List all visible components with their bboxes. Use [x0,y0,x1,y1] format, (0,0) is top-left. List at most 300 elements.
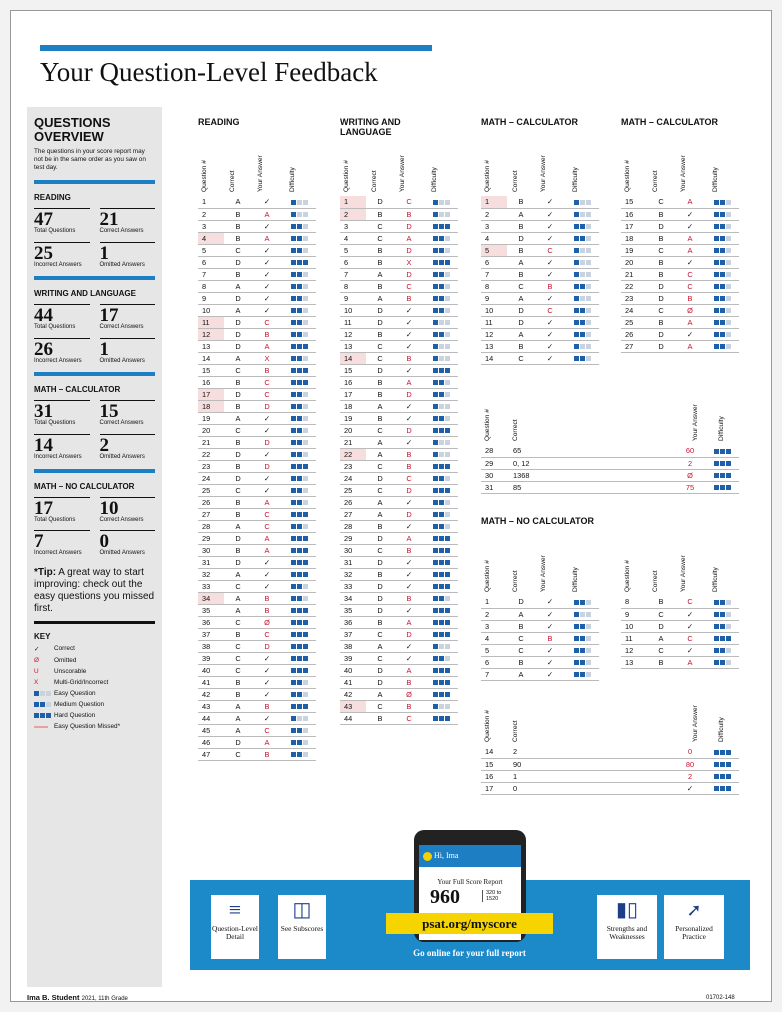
table-row [621,220,739,232]
column-headers [340,132,458,194]
stat-label: Correct Answers [99,324,144,331]
question-number: 4 [481,232,507,244]
overview-sections [34,180,155,557]
overview-section-title: MATH – CALCULATOR [34,372,155,394]
key-row [34,668,155,675]
difficulty [705,220,739,232]
your-answer: ✓ [535,220,565,232]
question-number: 22 [340,448,366,460]
question-number: 42 [340,688,366,700]
difficulty-bars [291,704,308,709]
correct-answer: A [224,352,252,364]
question-number: 31 [340,556,366,568]
difficulty [705,232,739,244]
your-answer: A [252,496,282,508]
overview-stats [34,400,155,460]
difficulty [565,232,599,244]
your-answer: ✓ [675,620,705,632]
correct-answer: A [224,412,252,424]
col-header: Question # [343,160,350,192]
your-answer: ✓ [394,568,424,580]
stat-label: Total Questions [34,420,76,427]
your-answer: ✓ [675,782,705,794]
table-row [198,544,316,556]
answer-table [340,196,458,725]
table-row [621,328,739,340]
difficulty [424,208,458,220]
table-row [481,220,599,232]
stat-omitted [100,338,156,365]
difficulty-bars [714,272,731,277]
your-answer: A [675,316,705,328]
correct-answer: D [647,220,675,232]
your-answer: C [675,596,705,608]
your-answer: ✓ [535,256,565,268]
correct-answer: A [507,256,535,268]
your-answer: B [394,292,424,304]
column-headers [198,132,316,194]
your-answer: ✓ [394,640,424,652]
question-number: 1 [340,196,366,208]
difficulty-bars [574,212,591,217]
difficulty-bars [291,332,308,337]
correct-answer: 0 [509,782,675,794]
correct-answer: D [507,232,535,244]
question-number: 21 [198,436,224,448]
question-number: 23 [621,292,647,304]
stat-value: 14 [34,434,53,456]
difficulty [282,400,316,412]
your-answer: A [394,664,424,676]
table-row [198,208,316,220]
correct-answer: 90 [509,758,675,770]
your-answer: ✓ [675,208,705,220]
question-number: 6 [481,656,507,668]
your-answer: Ø [394,688,424,700]
question-number: 24 [340,472,366,484]
difficulty [424,220,458,232]
question-number: 38 [340,640,366,652]
correct-answer: B [507,656,535,668]
difficulty-bars [291,680,308,685]
table-row [340,532,458,544]
table-row [198,292,316,304]
your-answer: ✓ [535,316,565,328]
difficulty [705,208,739,220]
difficulty-bars [291,644,308,649]
tile-question-detail[interactable] [211,895,259,959]
difficulty-bars [291,212,308,217]
correct-answer: B [366,568,394,580]
table-row [198,304,316,316]
key-label: Easy Question Missed* [54,722,121,730]
tile-subscores[interactable] [278,895,326,959]
difficulty-bars [433,560,450,565]
key-marker [34,645,50,653]
table-row [621,316,739,328]
your-answer: C [675,632,705,644]
table-row [481,758,739,770]
difficulty [565,268,599,280]
table-row [340,316,458,328]
difficulty [282,472,316,484]
correct-answer: C [366,652,394,664]
table-row [340,484,458,496]
stat-correct [100,304,156,331]
table-row [481,328,599,340]
key-row [34,679,155,686]
question-number: 20 [340,424,366,436]
difficulty-bars [433,296,450,301]
correct-answer: B [224,460,252,472]
difficulty [282,568,316,580]
your-answer: ✓ [252,580,282,592]
difficulty-bars [291,716,308,721]
correct-answer: D [507,304,535,316]
question-number: 22 [198,448,224,460]
your-answer: ✓ [535,328,565,340]
question-number: 15 [198,364,224,376]
table-row [340,196,458,208]
correct-answer: D [366,364,394,376]
difficulty-bars [574,248,591,253]
column-headers [481,682,739,744]
difficulty [424,628,458,640]
correct-answer: C [224,616,252,628]
correct-answer: B [224,496,252,508]
your-answer: ✓ [252,568,282,580]
correct-answer: A [224,724,252,736]
difficulty [424,328,458,340]
difficulty [424,376,458,388]
difficulty [282,304,316,316]
difficulty-bars [291,260,308,265]
correct-answer: A [224,520,252,532]
difficulty-bars [574,200,591,205]
difficulty [424,664,458,676]
difficulty-bars [714,786,731,791]
your-answer: ✓ [535,608,565,620]
stat-label: Total Questions [34,516,76,523]
your-answer: C [394,712,424,724]
stat-label: Total Questions [34,228,76,234]
correct-answer: A [507,292,535,304]
question-number: 18 [198,400,224,412]
your-answer: ✓ [394,328,424,340]
tile-label: See Subscores [280,924,324,933]
question-number: 2 [198,208,224,220]
table-row [481,352,599,364]
correct-answer: D [366,556,394,568]
table-row [198,220,316,232]
difficulty-bars [291,524,308,529]
table-row [621,656,739,668]
difficulty [282,376,316,388]
difficulty-bars [433,500,450,505]
correct-answer: D [224,736,252,748]
correct-answer: B [366,520,394,532]
your-answer: ✓ [394,316,424,328]
your-answer: Ø [675,304,705,316]
correct-answer: B [224,400,252,412]
difficulty-bars [291,344,308,349]
stat-label: Correct Answers [99,516,144,523]
your-answer: B [394,352,424,364]
col-header: Your Answer [540,155,547,192]
table-row [481,457,739,469]
difficulty [424,340,458,352]
difficulty-bars [714,248,731,253]
your-answer: B [394,592,424,604]
difficulty [424,652,458,664]
your-answer: C [252,724,282,736]
question-number: 33 [198,580,224,592]
difficulty-bars [574,272,591,277]
difficulty [705,770,739,782]
difficulty-bars [714,260,731,265]
your-answer: ✓ [535,340,565,352]
difficulty [424,424,458,436]
difficulty [424,496,458,508]
table-row [481,280,599,292]
tile-practice[interactable] [664,895,724,959]
table-row [481,268,599,280]
correct-answer: C [366,544,394,556]
table-row [198,460,316,472]
correct-answer: 2 [509,746,675,758]
difficulty-bars [433,572,450,577]
difficulty-bars [714,762,731,767]
difficulty [705,644,739,656]
question-number: 8 [340,280,366,292]
difficulty [565,196,599,208]
difficulty-bars [574,332,591,337]
correct-answer: B [224,208,252,220]
question-number: 10 [198,304,224,316]
difficulty [282,652,316,664]
table-row [198,244,316,256]
table-row [340,352,458,364]
difficulty [424,364,458,376]
correct-answer: A [224,604,252,616]
table-row [621,632,739,644]
difficulty-bars [291,488,308,493]
correct-answer: A [224,568,252,580]
question-number: 25 [198,484,224,496]
difficulty-bars [291,512,308,517]
key-row [34,712,155,719]
difficulty [282,616,316,628]
difficulty [282,508,316,520]
your-answer: ✓ [394,652,424,664]
question-number: 17 [198,388,224,400]
correct-answer: D [224,556,252,568]
table-row [198,736,316,748]
table-row [621,644,739,656]
difficulty [705,340,739,352]
difficulty [424,592,458,604]
key-symbol: Ø [34,656,39,664]
question-number: 10 [621,620,647,632]
correct-answer: B [366,328,394,340]
your-answer: D [252,640,282,652]
correct-answer: D [366,304,394,316]
difficulty-bars [291,272,308,277]
your-answer: ✓ [252,280,282,292]
table-row [481,292,599,304]
difficulty [705,316,739,328]
overview-section [34,180,155,268]
table-row [621,620,739,632]
difficulty-bars [433,464,450,469]
stat-value: 0 [99,531,109,553]
table-row [340,244,458,256]
difficulty [705,268,739,280]
question-number: 5 [481,644,507,656]
question-number: 29 [481,457,509,469]
question-number: 2 [340,208,366,220]
difficulty-bars [291,308,308,313]
your-answer: A [252,340,282,352]
gridin-table [481,746,739,795]
difficulty [282,484,316,496]
difficulty [282,244,316,256]
difficulty-bars [714,224,731,229]
correct-answer: B [647,208,675,220]
table-row [481,644,599,656]
your-answer: 0 [675,746,705,758]
question-number: 19 [198,412,224,424]
difficulty [565,244,599,256]
correct-answer: B [507,620,535,632]
correct-answer: D [647,328,675,340]
question-number: 18 [621,232,647,244]
difficulty [705,481,739,493]
difficulty [282,496,316,508]
table-row [340,340,458,352]
question-number: 11 [340,316,366,328]
col-header: Difficulty [718,416,725,441]
table-row [621,256,739,268]
difficulty [282,724,316,736]
difficulty-bars [433,476,450,481]
correct-answer: A [366,268,394,280]
correct-answer: B [647,596,675,608]
your-answer: B [394,700,424,712]
col-header: Correct [512,720,519,742]
col-header: Correct [652,170,659,192]
correct-answer: D [224,448,252,460]
question-number: 13 [198,340,224,352]
questions-overview [27,107,162,987]
difficulty-bars [291,476,308,481]
correct-answer: B [366,388,394,400]
column-headers [481,532,599,594]
difficulty-bars [291,368,308,373]
your-answer: ✓ [252,712,282,724]
table-row [340,700,458,712]
difficulty-bars [714,600,731,605]
table-row [198,688,316,700]
your-answer: B [252,364,282,376]
your-answer: A [252,544,282,556]
tile-strengths[interactable] [597,895,657,959]
question-number: 34 [198,592,224,604]
difficulty [565,340,599,352]
difficulty-bars [714,461,731,466]
difficulty-bars [291,440,308,445]
question-number: 25 [340,484,366,496]
table-row [340,592,458,604]
table-row [481,782,739,794]
table-row [198,556,316,568]
correct-answer: C [224,748,252,760]
overview-title-1: QUESTIONS [34,115,111,130]
your-answer: C [394,196,424,208]
correct-answer: B [224,544,252,556]
key-row [34,723,155,730]
overview-section [34,469,155,557]
correct-answer: B [647,256,675,268]
correct-answer: A [366,292,394,304]
your-answer: B [252,748,282,760]
table-row [340,280,458,292]
difficulty-bars [433,584,450,589]
difficulty-bars [433,332,450,337]
difficulty-bars [433,368,450,373]
table-row [340,496,458,508]
score-url-button[interactable]: psat.org/myscore [386,913,553,934]
correct-answer: D [366,664,394,676]
student: Ima B. Student [27,993,80,1002]
correct-answer: A [224,304,252,316]
correct-answer: C [366,700,394,712]
question-number: 1 [481,596,507,608]
difficulty-bars [291,416,308,421]
table-row [198,532,316,544]
your-answer: 2 [675,770,705,782]
difficulty-bars [574,296,591,301]
col-header: Difficulty [712,167,719,192]
key-marker [34,679,50,686]
key-row [34,690,155,697]
difficulty-bars [433,692,450,697]
correct-answer: D [507,596,535,608]
question-number: 26 [340,496,366,508]
stat-label: Incorrect Answers [34,550,82,557]
stat-incorrect [34,434,90,461]
difficulty-bars [574,600,591,605]
table-row [340,472,458,484]
difficulty-bars [714,296,731,301]
your-answer: B [252,592,282,604]
correct-answer: B [647,656,675,668]
your-answer: ✓ [535,232,565,244]
question-number: 14 [340,352,366,364]
correct-answer: C [647,608,675,620]
question-number: 29 [340,532,366,544]
list-icon: ≡ [228,897,242,922]
difficulty-bars [714,284,731,289]
table-row [198,436,316,448]
col-header: Question # [484,409,491,441]
your-answer: A [252,532,282,544]
difficulty [565,328,599,340]
difficulty-bars [714,449,731,454]
your-answer: ✓ [252,268,282,280]
question-number: 2 [481,208,507,220]
question-number: 7 [481,668,507,680]
